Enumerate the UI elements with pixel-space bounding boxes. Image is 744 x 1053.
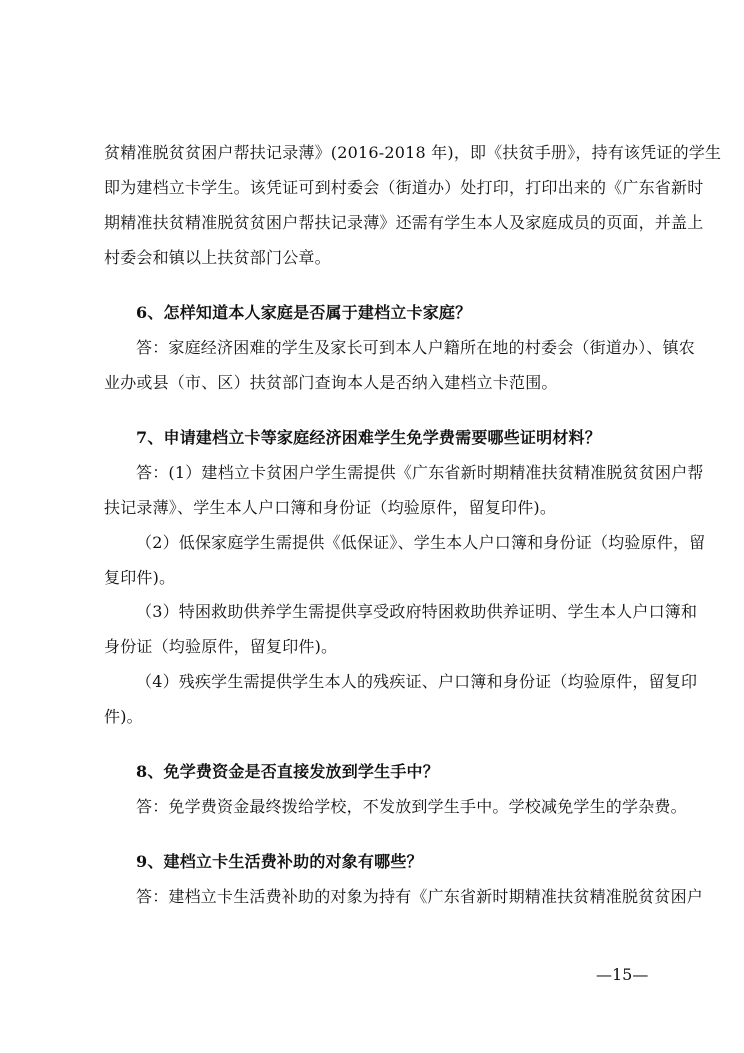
intro-line-2: 即为建档立卡学生。该凭证可到村委会（街道办）处打印，打印出来的《广东省新时 bbox=[104, 178, 704, 197]
q7-answer-line-8: 件)。 bbox=[104, 707, 143, 726]
q7-answer-line-2: 扶记录薄》、学生本人户口簿和身份证（均验原件，留复印件)。 bbox=[104, 498, 557, 517]
q9-answer-line-1: 答：建档立卡生活费补助的对象为持有《广东省新时期精准扶贫精准脱贫贫困户 bbox=[136, 887, 704, 906]
q7-answer-line-3: （2）低保家庭学生需提供《低保证》、学生本人户口簿和身份证（均验原件，留 bbox=[136, 533, 706, 552]
q7-answer-line-6: 身份证（均验原件，留复印件)。 bbox=[104, 637, 338, 656]
q9-heading: 9、建档立卡生活费补助的对象有哪些？ bbox=[136, 852, 423, 871]
intro-line-1: 贫精准脱贫贫困户帮扶记录薄》(2016-2018 年)，即《扶贫手册》，持有该凭证的学生 bbox=[104, 143, 722, 162]
page-number: —15— bbox=[596, 965, 649, 984]
intro-line-4: 村委会和镇以上扶贫部门公章。 bbox=[104, 248, 331, 267]
q6-heading: 6、怎样知道本人家庭是否属于建档立卡家庭？ bbox=[136, 303, 472, 322]
q8-answer-line-1: 答：免学费资金最终拨给学校，不发放到学生手中。学校减免学生的学杂费。 bbox=[136, 797, 687, 816]
q6-answer-line-1: 答：家庭经济困难的学生及家长可到本人户籍所在地的村委会（街道办）、镇农 bbox=[136, 338, 696, 357]
q7-answer-line-4: 复印件)。 bbox=[104, 568, 176, 587]
q7-heading: 7、申请建档立卡等家庭经济困难学生免学费需要哪些证明材料？ bbox=[136, 428, 601, 447]
q7-answer-line-7: （4）残疾学生需提供学生本人的残疾证、户口簿和身份证（均验原件，留复印 bbox=[136, 672, 698, 691]
q7-answer-line-5: （3）特困救助供养学生需提供享受政府特困救助供养证明、学生本人户口簿和 bbox=[136, 602, 698, 621]
intro-line-3: 期精准扶贫精准脱贫贫困户帮扶记录薄》还需有学生本人及家庭成员的页面，并盖上 bbox=[104, 213, 704, 232]
q8-heading: 8、免学费资金是否直接发放到学生手中？ bbox=[136, 762, 439, 781]
q6-answer-line-2: 业办或县（市、区）扶贫部门查询本人是否纳入建档立卡范围。 bbox=[104, 373, 558, 392]
q7-answer-line-1: 答：(1）建档立卡贫困户学生需提供《广东省新时期精准扶贫精准脱贫贫困户帮 bbox=[136, 463, 704, 482]
